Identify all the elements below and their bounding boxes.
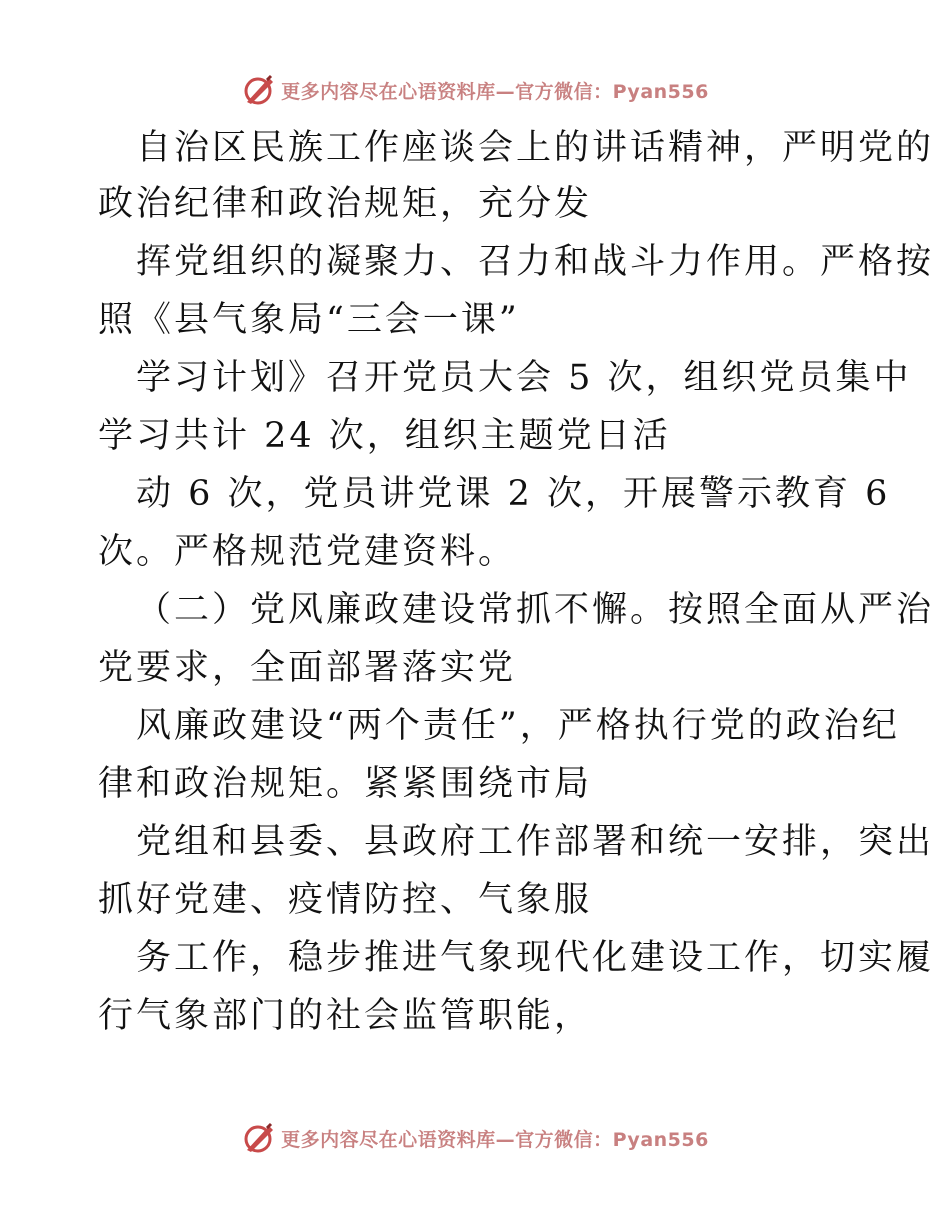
header-banner-text: 更多内容尽在心语资料库—官方微信：Pyan556: [281, 80, 709, 103]
footer-banner: [0, 1118, 950, 1158]
body-line: 自治区民族工作座谈会上的讲话精神，严明党的: [136, 128, 935, 168]
body-line: 风廉政建设“两个责任”，严格执行党的政治纪: [136, 706, 900, 746]
body-line: 挥党组织的凝聚力、召力和战斗力作用。严格按: [136, 242, 935, 282]
body-line: 行气象部门的社会监管职能，: [98, 996, 593, 1036]
body-line: 党要求，全面部署落实党: [98, 648, 517, 688]
pen-logo-icon: [241, 72, 277, 108]
header-banner: [0, 70, 950, 110]
body-line: 务工作，稳步推进气象现代化建设工作，切实履: [136, 938, 935, 978]
body-line: （二）党风廉政建设常抓不懈。按照全面从严治: [136, 590, 935, 630]
body-line: 抓好党建、疫情防控、气象服: [98, 880, 593, 920]
pen-logo-icon: [241, 1120, 277, 1156]
body-line: 律和政治规矩。紧紧围绕市局: [98, 764, 593, 804]
body-line: 学习共计 24 次，组织主题党日活: [98, 416, 671, 456]
body-line: 动 6 次，党员讲党课 2 次，开展警示教育 6: [136, 474, 891, 514]
body-line: 政治纪律和政治规矩，充分发: [98, 184, 593, 224]
footer-banner-text: 更多内容尽在心语资料库—官方微信：Pyan556: [281, 1128, 709, 1151]
body-line: 次。严格规范党建资料。: [98, 532, 517, 572]
body-line: 学习计划》召开党员大会 5 次，组织党员集中: [136, 358, 912, 398]
body-line: 照《县气象局“三会一课”: [98, 300, 520, 340]
body-line: 党组和县委、县政府工作部署和统一安排，突出: [136, 822, 935, 862]
